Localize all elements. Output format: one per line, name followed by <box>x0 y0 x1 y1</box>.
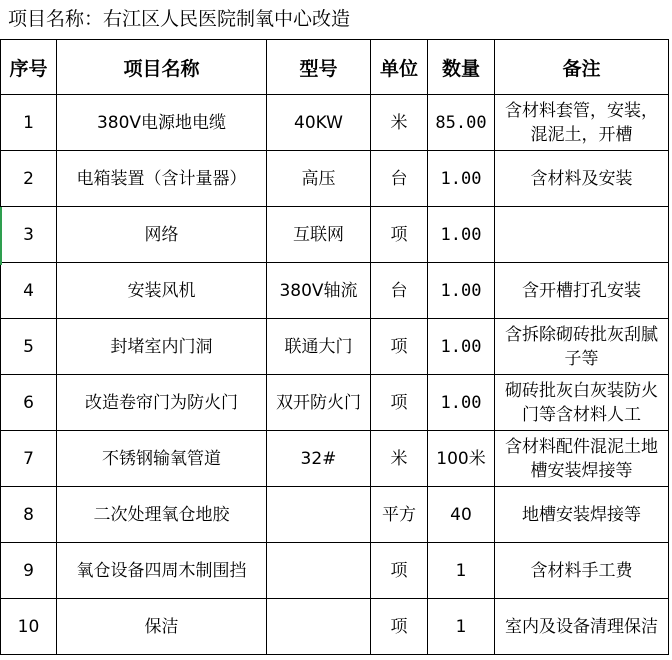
cell-name[interactable]: 网络 <box>57 207 267 263</box>
cell-model[interactable]: 双开防火门 <box>267 375 371 431</box>
cell-unit[interactable]: 平方 <box>371 487 428 543</box>
cell-qty[interactable]: 85.00 <box>428 95 495 151</box>
header-qty[interactable]: 数量 <box>428 40 495 95</box>
cell-note[interactable]: 室内及设备清理保洁 <box>495 599 669 655</box>
cell-name[interactable]: 保洁 <box>57 599 267 655</box>
cell-seq[interactable]: 4 <box>1 263 57 319</box>
cell-qty[interactable]: 1.00 <box>428 263 495 319</box>
cell-qty[interactable]: 1.00 <box>428 151 495 207</box>
table-row <box>1 599 669 655</box>
project-title: 项目名称：右江区人民医院制氧中心改造 <box>8 8 351 30</box>
table-row <box>1 487 669 543</box>
cell-seq[interactable]: 3 <box>1 207 57 263</box>
project-table <box>0 39 669 655</box>
cell-qty[interactable]: 1 <box>428 543 495 599</box>
cell-model[interactable]: 40KW <box>267 95 371 151</box>
cell-model[interactable]: 高压 <box>267 151 371 207</box>
cell-unit[interactable]: 项 <box>371 319 428 375</box>
table-row <box>1 263 669 319</box>
cell-qty[interactable]: 100米 <box>428 431 495 487</box>
cell-unit[interactable]: 台 <box>371 263 428 319</box>
header-note[interactable]: 备注 <box>495 40 669 95</box>
cell-model[interactable]: 380V轴流 <box>267 263 371 319</box>
cell-model[interactable] <box>267 599 371 655</box>
cell-seq[interactable]: 10 <box>1 599 57 655</box>
cell-model[interactable] <box>267 487 371 543</box>
cell-unit[interactable]: 项 <box>371 599 428 655</box>
cell-qty[interactable]: 1.00 <box>428 207 495 263</box>
table-row <box>1 207 669 263</box>
cell-note[interactable]: 地槽安装焊接等 <box>495 487 669 543</box>
cell-unit[interactable]: 米 <box>371 431 428 487</box>
cell-name[interactable]: 二次处理氧仓地胶 <box>57 487 267 543</box>
cell-note[interactable]: 砌砖批灰白灰装防火门等含材料人工 <box>495 375 669 431</box>
cell-note[interactable] <box>495 207 669 263</box>
cell-unit[interactable]: 项 <box>371 543 428 599</box>
cell-model[interactable]: 互联网 <box>267 207 371 263</box>
table-row <box>1 95 669 151</box>
cell-unit[interactable]: 台 <box>371 151 428 207</box>
cell-unit[interactable]: 项 <box>371 375 428 431</box>
table-row <box>1 151 669 207</box>
table-row <box>1 319 669 375</box>
cell-note[interactable]: 含材料套管，安装，混泥土，开槽 <box>495 95 669 151</box>
cell-model[interactable]: 联通大门 <box>267 319 371 375</box>
selection-marker <box>0 207 2 265</box>
header-unit[interactable]: 单位 <box>371 40 428 95</box>
header-row <box>1 40 669 95</box>
cell-note[interactable]: 含拆除砌砖批灰刮腻子等 <box>495 319 669 375</box>
cell-note[interactable]: 含开槽打孔安装 <box>495 263 669 319</box>
cell-seq[interactable]: 6 <box>1 375 57 431</box>
cell-note[interactable]: 含材料及安装 <box>495 151 669 207</box>
table-row <box>1 543 669 599</box>
cell-model[interactable] <box>267 543 371 599</box>
cell-qty[interactable]: 1 <box>428 599 495 655</box>
cell-note[interactable]: 含材料配件混泥土地槽安装焊接等 <box>495 431 669 487</box>
header-seq[interactable]: 序号 <box>1 40 57 95</box>
cell-unit[interactable]: 项 <box>371 207 428 263</box>
table-row <box>1 375 669 431</box>
cell-unit[interactable]: 米 <box>371 95 428 151</box>
cell-name[interactable]: 不锈钢输氧管道 <box>57 431 267 487</box>
cell-name[interactable]: 封堵室内门洞 <box>57 319 267 375</box>
cell-seq[interactable]: 8 <box>1 487 57 543</box>
cell-qty[interactable]: 1.00 <box>428 319 495 375</box>
cell-name[interactable]: 安装风机 <box>57 263 267 319</box>
table-row <box>1 431 669 487</box>
cell-seq[interactable]: 9 <box>1 543 57 599</box>
cell-seq[interactable]: 1 <box>1 95 57 151</box>
header-name[interactable]: 项目名称 <box>57 40 267 95</box>
cell-name[interactable]: 改造卷帘门为防火门 <box>57 375 267 431</box>
cell-seq[interactable]: 7 <box>1 431 57 487</box>
cell-name[interactable]: 氧仓设备四周木制围挡 <box>57 543 267 599</box>
cell-model[interactable]: 32# <box>267 431 371 487</box>
cell-name[interactable]: 电箱装置（含计量器） <box>57 151 267 207</box>
cell-note[interactable]: 含材料手工费 <box>495 543 669 599</box>
cell-name[interactable]: 380V电源地电缆 <box>57 95 267 151</box>
cell-seq[interactable]: 5 <box>1 319 57 375</box>
cell-seq[interactable]: 2 <box>1 151 57 207</box>
cell-qty[interactable]: 40 <box>428 487 495 543</box>
header-model[interactable]: 型号 <box>267 40 371 95</box>
cell-qty[interactable]: 1.00 <box>428 375 495 431</box>
